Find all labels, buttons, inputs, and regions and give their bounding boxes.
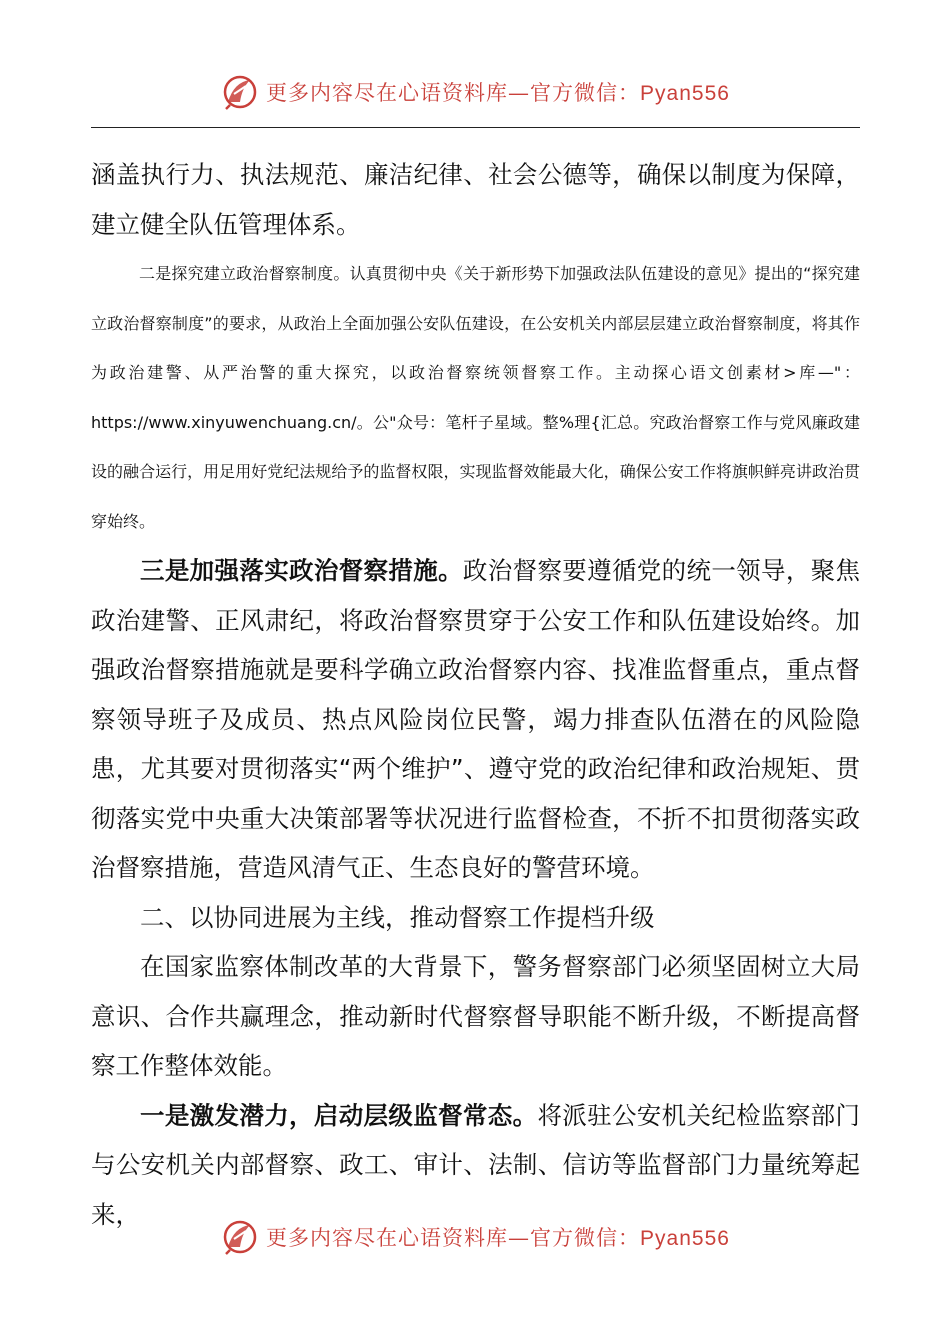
banner-label: 更多内容尽在心语资料库—官方微信： bbox=[266, 1226, 641, 1250]
wechat-id: Pyan556 bbox=[640, 82, 730, 105]
header-divider bbox=[91, 127, 860, 128]
footer-banner bbox=[0, 1215, 950, 1259]
paragraph-3-body: 政治督察要遵循党的统一领导，聚焦政治建警、正风肃纪，将政治督察贯穿于公安工作和队伍建设始终。加强政治督察措施就是要科学确立政治督察内容、找准监督重点，重点督察领导班子及成员、热点风险岗位民警，竭力排查队伍潜在的风险隐患，尤其要对贯彻落实“两个维护”、遵守党的政治纪律和政治规矩、贯彻落实党中央重大决策部署等状况进行监督检查，不折不扣贯彻落实政治督察措施，营造风清气正、生态良好的警营环境。 bbox=[91, 556, 861, 882]
logo-icon bbox=[220, 72, 260, 112]
wechat-id: Pyan556 bbox=[640, 1227, 730, 1250]
paragraph-3-lead: 三是加强落实政治督察措施。 bbox=[140, 556, 463, 585]
section-heading: 二、以协同进展为主线，推动督察工作提档升级 bbox=[140, 902, 655, 932]
paragraph-5: 在国家监察体制改革的大背景下，警务督察部门必须坚固树立大局意识、合作共赢理念，推动新时代督察督导职能不断升级，不断提高督察工作整体效能。 bbox=[91, 952, 860, 1080]
banner-label: 更多内容尽在心语资料库—官方微信： bbox=[266, 81, 641, 105]
paragraph-6-body: 将派驻公安机关纪检监察部门与公安机关内部督察、政工、审计、法制、信访等监督部门力量统筹起来， bbox=[91, 1100, 861, 1229]
logo-icon bbox=[220, 1217, 260, 1257]
header-banner bbox=[0, 70, 950, 114]
paragraph-1: 涵盖执行力、执法规范、廉洁纪律、社会公德等，确保以制度为保障，建立健全队伍管理体系。 bbox=[91, 160, 860, 239]
banner-text bbox=[266, 77, 730, 107]
banner-text bbox=[266, 1222, 730, 1252]
paragraph-6-lead: 一是激发潜力，启动层级监督常态。 bbox=[140, 1100, 538, 1130]
paragraph-2: 二是探究建立政治督察制度。认真贯彻中央《关于新形势下加强政法队伍建设的意见》提出的“探究建立政治督察制度”的要求，从政治上全面加强公安队伍建设，在公安机关内部层层建立政治督察制度，将其作为政治建警、从严治警的重大探究，以政治督察统领督察工作。主动探心语文创素材>库—"：https://www.xinyuwenchuang.cn/。公"众号：笔杆子星域。整%理{汇总。究政治督察工作与党风廉政建设的融合运行，用足用好党纪法规给予的监督权限，实现监督效能最大化，确保公安工作将旗帜鲜亮讲政治贯穿始终。 bbox=[91, 264, 860, 531]
document-body bbox=[91, 150, 860, 1239]
paragraph-3 bbox=[91, 546, 860, 893]
